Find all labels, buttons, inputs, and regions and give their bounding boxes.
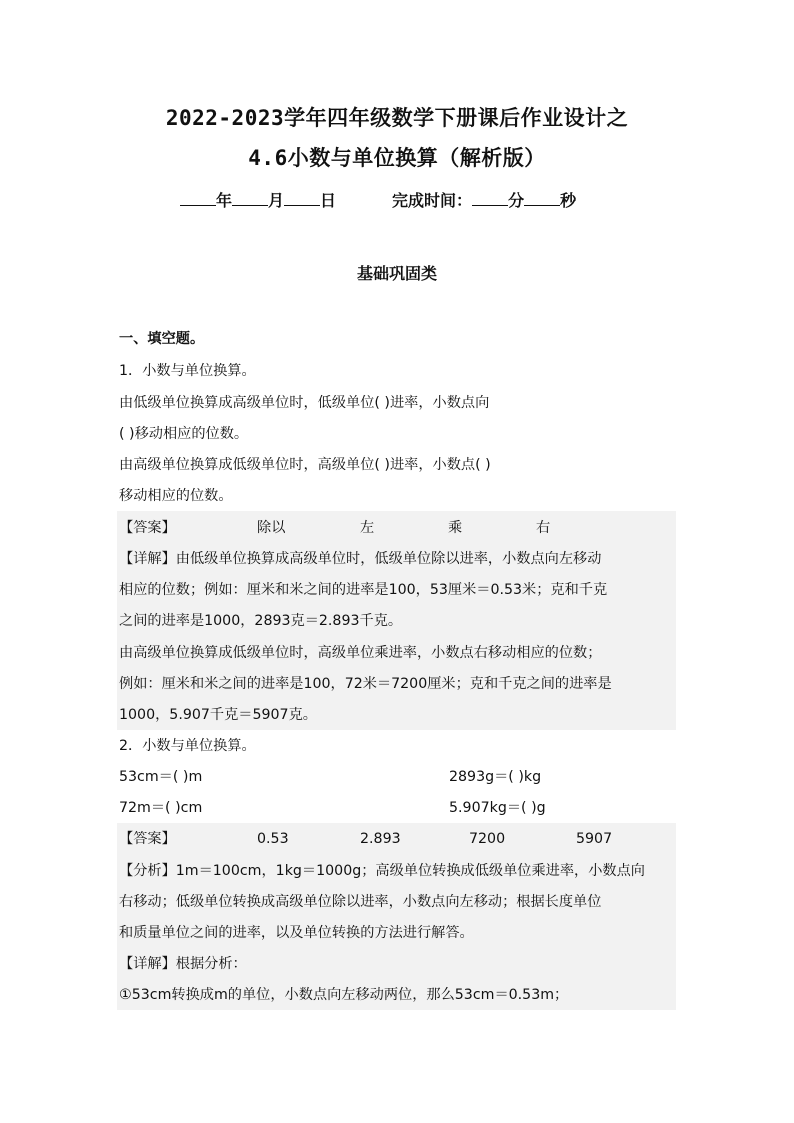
q1-detail-line-5: 例如：厘米和米之间的进率是100，72米＝7200厘米；克和千克之间的进率是 xyxy=(119,676,612,692)
q2-answer-3: 7200 xyxy=(469,831,506,847)
q2-item-1: 53cm＝( )m xyxy=(119,769,203,785)
minute-label: 分 xyxy=(508,191,525,210)
month-blank xyxy=(232,189,268,206)
day-blank xyxy=(284,189,320,206)
q1-detail-line-1: 【详解】由低级单位换算成高级单位时，低级单位除以进率，小数点向左移动 xyxy=(119,551,602,567)
q1-detail-line-2: 相应的位数；例如：厘米和米之间的进率是100，53厘米＝0.53米；克和千克 xyxy=(119,582,608,598)
q2-title: 2．小数与单位换算。 xyxy=(119,738,256,754)
q2-answer-4: 5907 xyxy=(576,831,613,847)
date-time-line xyxy=(180,189,576,212)
part-heading: 一、填空题。 xyxy=(119,331,205,347)
year-blank xyxy=(180,189,216,206)
q2-item-4: 5.907kg＝( )g xyxy=(449,800,546,816)
q1-text-line-1: 由低级单位换算成高级单位时，低级单位( )进率，小数点向 xyxy=(119,395,490,411)
q1-answer-1: 除以 xyxy=(257,520,286,536)
time-label: 完成时间： xyxy=(392,191,473,210)
second-blank xyxy=(524,189,560,206)
q1-detail-line-3: 之间的进率是1000，2893克＝2.893千克。 xyxy=(119,613,403,629)
document-title-line-2: 4.6小数与单位换算（解析版） xyxy=(248,146,546,170)
q1-detail-line-6: 1000，5.907千克＝5907克。 xyxy=(119,707,317,723)
q1-detail-line-4: 由高级单位换算成低级单位时，高级单位乘进率，小数点右移动相应的位数； xyxy=(119,645,602,661)
second-label: 秒 xyxy=(560,191,577,210)
q2-answer-label: 【答案】 xyxy=(119,831,176,847)
document-title-line-1: 2022-2023学年四年级数学下册课后作业设计之 xyxy=(165,106,629,130)
q2-item-3: 72m＝( )cm xyxy=(119,800,203,816)
q2-solution-box xyxy=(117,823,676,1010)
q2-answer-1: 0.53 xyxy=(257,831,289,847)
q2-detail-line-1: ①53cm转换成m的单位，小数点向左移动两位，那么53cm＝0.53m； xyxy=(119,987,569,1003)
section-title: 基础巩固类 xyxy=(356,264,437,283)
q1-text-line-2: ( )移动相应的位数。 xyxy=(119,426,249,442)
q1-text-line-4: 移动相应的位数。 xyxy=(119,488,233,504)
q1-answer-2: 左 xyxy=(360,520,375,536)
q2-detail-label: 【详解】根据分析： xyxy=(119,956,247,972)
q2-answer-2: 2.893 xyxy=(360,831,401,847)
q2-analysis-line-3: 和质量单位之间的进率，以及单位转换的方法进行解答。 xyxy=(119,925,474,941)
q1-text-line-3: 由高级单位换算成低级单位时，高级单位( )进率，小数点( ) xyxy=(119,457,491,473)
q2-analysis-line-1: 【分析】1m＝100cm，1kg＝1000g；高级单位转换成低级单位乘进率，小数点向 xyxy=(119,863,645,879)
q1-answer-3: 乘 xyxy=(448,520,463,536)
q1-answer-label: 【答案】 xyxy=(119,520,176,536)
year-label: 年 xyxy=(216,191,233,210)
minute-blank xyxy=(472,189,508,206)
q1-title: 1．小数与单位换算。 xyxy=(119,363,256,379)
day-label: 日 xyxy=(320,191,337,210)
q2-item-2: 2893g＝( )kg xyxy=(449,769,542,785)
q1-answer-4: 右 xyxy=(536,520,551,536)
q2-analysis-line-2: 右移动；低级单位转换成高级单位除以进率，小数点向左移动；根据长度单位 xyxy=(119,894,602,910)
month-label: 月 xyxy=(268,191,285,210)
